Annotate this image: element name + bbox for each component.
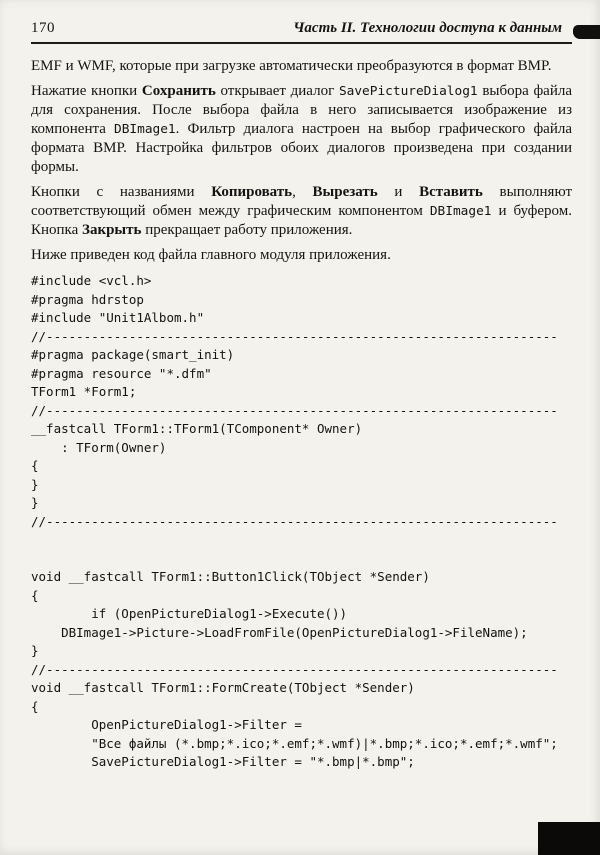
text-run: Кнопки с названиями <box>31 184 212 200</box>
code-line: //-------------------------------------------------------------------- <box>31 661 558 677</box>
code-line: void __fastcall TForm1::Button1Click(TObject *Sender) <box>31 569 430 584</box>
paragraph <box>31 183 572 240</box>
text-run: и буфером. Кнопка <box>31 203 572 238</box>
text-run: Сохранить <box>141 83 216 99</box>
code-line: { <box>31 587 39 603</box>
inline-code: SavePictureDialog1 <box>338 84 478 99</box>
code-line: __fastcall TForm1::TForm1(TComponent* Owner) <box>31 421 363 436</box>
page-number: 170 <box>31 20 55 36</box>
header-rule <box>31 42 572 44</box>
text-run: Закрыть <box>82 222 142 238</box>
text-run: и <box>377 184 420 200</box>
text-run: открывает диалог <box>215 83 339 99</box>
paragraph <box>31 57 572 76</box>
paragraph <box>31 82 572 177</box>
code-line: if (OpenPictureDialog1->Execute()) <box>31 606 348 621</box>
code-line: } <box>31 643 39 658</box>
scan-corner-artifact <box>538 822 600 855</box>
text-run: прекращает работу приложения. <box>141 222 353 238</box>
code-line <box>31 531 572 550</box>
text-run: выбора файла для сохранения. После выбора файла в него записывается изображение из компонента <box>31 83 572 137</box>
code-line: //-------------------------------------------------------------------- <box>31 328 558 344</box>
code-line: DBImage1->Picture->LoadFromFile(OpenPictureDialog1->FileName); <box>31 624 528 640</box>
code-line: : TForm(Owner) <box>31 439 167 455</box>
code-line: #pragma package(smart_init) <box>31 347 235 362</box>
code-line: void __fastcall TForm1::FormCreate(TObject *Sender) <box>31 680 415 695</box>
code-line: } <box>31 476 39 492</box>
code-line: "Все файлы (*.bmp;*.ico;*.emf;*.wmf)|*.bmp;*.ico;*.emf;*.wmf"; <box>31 735 558 751</box>
code-line: #include <vcl.h> <box>31 273 152 288</box>
code-line: TForm1 *Form1; <box>31 384 137 399</box>
inline-code: DBImage1 <box>114 122 176 137</box>
code-line: #include "Unit1Albom.h" <box>31 310 205 325</box>
code-line: OpenPictureDialog1->Filter = <box>31 717 302 732</box>
code-line: #pragma resource "*.dfm" <box>31 365 212 381</box>
text-run: Вырезать <box>312 184 378 200</box>
text-run: Копировать <box>211 184 293 200</box>
inline-code: DBImage1 <box>429 204 492 219</box>
code-line: //-------------------------------------------------------------------- <box>31 513 558 529</box>
code-line: { <box>31 458 39 473</box>
code-line: SavePictureDialog1->Filter = "*.bmp|*.bmp"; <box>31 754 415 769</box>
scan-smudge-top <box>573 25 600 39</box>
code-line: { <box>31 698 39 714</box>
paragraph <box>31 246 572 265</box>
body-text <box>31 57 572 265</box>
code-line: } <box>31 495 39 510</box>
code-line: //-------------------------------------------------------------------- <box>31 402 558 418</box>
text-run: Вставить <box>419 184 483 200</box>
text-run: выполняют соответствующий обмен между графическим компонентом <box>31 184 573 219</box>
chapter-title: Часть II. Технологии доступа к данным <box>293 20 562 36</box>
text-run: Ниже приведен код файла главного модуля приложения. <box>31 247 391 263</box>
code-line: #pragma hdrstop <box>31 291 144 307</box>
page-header <box>31 20 572 37</box>
code-listing <box>31 272 572 772</box>
text-run: , <box>292 184 313 200</box>
text-run: . Фильтр диалога настроен на выбор графического файла формата BMP. Настройка фильтров обоих диалогов произведена при создании формы. <box>31 121 572 175</box>
code-line <box>31 550 572 569</box>
text-run: Нажатие кнопки <box>31 83 142 99</box>
text-run: EMF и WMF, которые при загрузке автоматически преобразуются в формат BMP. <box>31 58 552 74</box>
